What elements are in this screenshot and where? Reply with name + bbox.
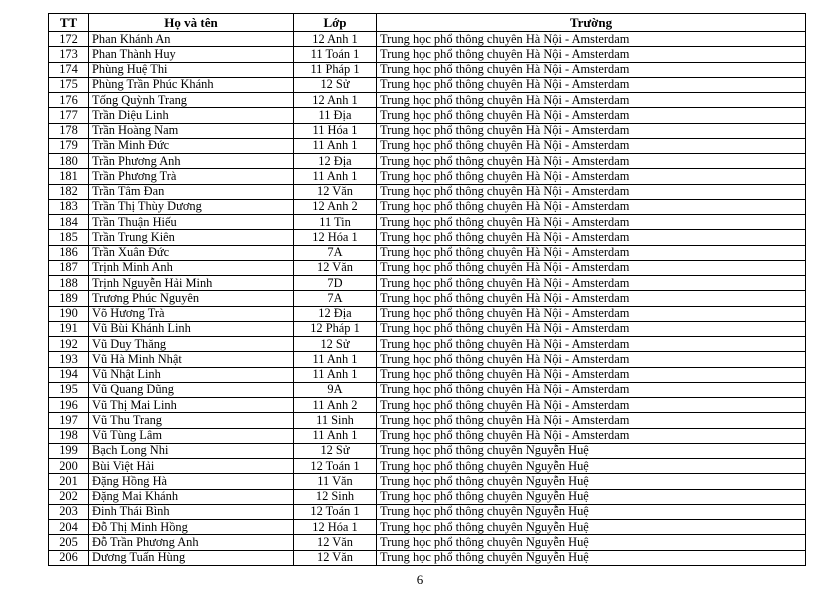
cell-tt: 201 xyxy=(49,474,89,489)
cell-school: Trung học phổ thông chuyên Hà Nội - Amsterdam xyxy=(377,413,806,428)
table-row xyxy=(49,93,806,108)
table-row xyxy=(49,474,806,489)
cell-name: Dương Tuấn Hùng xyxy=(89,550,294,565)
cell-name: Phan Khánh An xyxy=(89,32,294,47)
table-row xyxy=(49,154,806,169)
cell-class: 12 Địa xyxy=(294,154,377,169)
cell-tt: 182 xyxy=(49,184,89,199)
cell-class: 11 Anh 1 xyxy=(294,367,377,382)
cell-school: Trung học phổ thông chuyên Hà Nội - Amsterdam xyxy=(377,154,806,169)
table-body xyxy=(49,32,806,566)
table-row xyxy=(49,489,806,504)
cell-school: Trung học phổ thông chuyên Nguyễn Huệ xyxy=(377,535,806,550)
cell-tt: 196 xyxy=(49,398,89,413)
cell-class: 12 Toán 1 xyxy=(294,504,377,519)
table-row xyxy=(49,230,806,245)
cell-tt: 172 xyxy=(49,32,89,47)
cell-tt: 192 xyxy=(49,337,89,352)
cell-school: Trung học phổ thông chuyên Hà Nội - Amsterdam xyxy=(377,123,806,138)
table-row xyxy=(49,169,806,184)
cell-class: 12 Anh 2 xyxy=(294,199,377,214)
cell-school: Trung học phổ thông chuyên Hà Nội - Amsterdam xyxy=(377,230,806,245)
cell-class: 12 Sử xyxy=(294,337,377,352)
cell-tt: 191 xyxy=(49,321,89,336)
cell-tt: 195 xyxy=(49,382,89,397)
cell-tt: 174 xyxy=(49,62,89,77)
student-table xyxy=(48,13,806,566)
cell-class: 12 Toán 1 xyxy=(294,459,377,474)
cell-name: Trịnh Nguyễn Hải Minh xyxy=(89,276,294,291)
table-row xyxy=(49,306,806,321)
cell-name: Trần Thị Thùy Dương xyxy=(89,199,294,214)
table-row xyxy=(49,428,806,443)
cell-class: 12 Văn xyxy=(294,260,377,275)
table-row xyxy=(49,47,806,62)
cell-class: 12 Pháp 1 xyxy=(294,321,377,336)
cell-school: Trung học phổ thông chuyên Nguyễn Huệ xyxy=(377,443,806,458)
cell-school: Trung học phổ thông chuyên Hà Nội - Amsterdam xyxy=(377,352,806,367)
cell-school: Trung học phổ thông chuyên Hà Nội - Amsterdam xyxy=(377,276,806,291)
cell-school: Trung học phổ thông chuyên Hà Nội - Amsterdam xyxy=(377,428,806,443)
cell-tt: 186 xyxy=(49,245,89,260)
table-row xyxy=(49,550,806,565)
table-row xyxy=(49,123,806,138)
cell-name: Trần Xuân Đức xyxy=(89,245,294,260)
cell-name: Bạch Long Nhi xyxy=(89,443,294,458)
cell-tt: 178 xyxy=(49,123,89,138)
table-row xyxy=(49,138,806,153)
cell-class: 11 Anh 2 xyxy=(294,398,377,413)
cell-school: Trung học phổ thông chuyên Hà Nội - Amsterdam xyxy=(377,47,806,62)
cell-class: 11 Pháp 1 xyxy=(294,62,377,77)
cell-class: 12 Sử xyxy=(294,443,377,458)
cell-class: 11 Tin xyxy=(294,215,377,230)
cell-class: 7A xyxy=(294,245,377,260)
cell-school: Trung học phổ thông chuyên Hà Nội - Amsterdam xyxy=(377,138,806,153)
table-row xyxy=(49,413,806,428)
cell-class: 11 Anh 1 xyxy=(294,428,377,443)
cell-school: Trung học phổ thông chuyên Hà Nội - Amsterdam xyxy=(377,337,806,352)
table-row xyxy=(49,367,806,382)
cell-name: Phùng Huệ Thi xyxy=(89,62,294,77)
cell-school: Trung học phổ thông chuyên Hà Nội - Amsterdam xyxy=(377,108,806,123)
cell-tt: 202 xyxy=(49,489,89,504)
cell-school: Trung học phổ thông chuyên Hà Nội - Amsterdam xyxy=(377,62,806,77)
cell-name: Trần Thuận Hiếu xyxy=(89,215,294,230)
cell-name: Vũ Bùi Khánh Linh xyxy=(89,321,294,336)
cell-school: Trung học phổ thông chuyên Nguyễn Huệ xyxy=(377,489,806,504)
cell-tt: 194 xyxy=(49,367,89,382)
table-row xyxy=(49,276,806,291)
cell-class: 12 Hóa 1 xyxy=(294,230,377,245)
table-row xyxy=(49,504,806,519)
cell-school: Trung học phổ thông chuyên Hà Nội - Amsterdam xyxy=(377,260,806,275)
cell-class: 7D xyxy=(294,276,377,291)
cell-school: Trung học phổ thông chuyên Nguyễn Huệ xyxy=(377,550,806,565)
cell-school: Trung học phổ thông chuyên Hà Nội - Amsterdam xyxy=(377,184,806,199)
cell-name: Trần Phương Anh xyxy=(89,154,294,169)
cell-name: Trần Hoàng Nam xyxy=(89,123,294,138)
table-row xyxy=(49,260,806,275)
cell-tt: 206 xyxy=(49,550,89,565)
cell-school: Trung học phổ thông chuyên Hà Nội - Amsterdam xyxy=(377,382,806,397)
cell-name: Vũ Thu Trang xyxy=(89,413,294,428)
table-row xyxy=(49,32,806,47)
cell-name: Vũ Tùng Lâm xyxy=(89,428,294,443)
cell-tt: 193 xyxy=(49,352,89,367)
cell-tt: 181 xyxy=(49,169,89,184)
cell-class: 12 Anh 1 xyxy=(294,93,377,108)
cell-tt: 175 xyxy=(49,77,89,92)
cell-name: Đặng Hồng Hà xyxy=(89,474,294,489)
table-row xyxy=(49,199,806,214)
cell-name: Bùi Việt Hải xyxy=(89,459,294,474)
cell-class: 7A xyxy=(294,291,377,306)
cell-name: Vũ Thị Mai Linh xyxy=(89,398,294,413)
header-name: Họ và tên xyxy=(89,14,294,32)
table-row xyxy=(49,321,806,336)
cell-school: Trung học phổ thông chuyên Hà Nội - Amsterdam xyxy=(377,77,806,92)
cell-tt: 184 xyxy=(49,215,89,230)
cell-tt: 177 xyxy=(49,108,89,123)
cell-school: Trung học phổ thông chuyên Hà Nội - Amsterdam xyxy=(377,93,806,108)
cell-class: 12 Văn xyxy=(294,535,377,550)
cell-class: 12 Sinh xyxy=(294,489,377,504)
cell-school: Trung học phổ thông chuyên Nguyễn Huệ xyxy=(377,520,806,535)
cell-tt: 198 xyxy=(49,428,89,443)
cell-school: Trung học phổ thông chuyên Hà Nội - Amsterdam xyxy=(377,291,806,306)
cell-class: 11 Sinh xyxy=(294,413,377,428)
cell-name: Vũ Hà Minh Nhật xyxy=(89,352,294,367)
cell-tt: 203 xyxy=(49,504,89,519)
cell-tt: 189 xyxy=(49,291,89,306)
cell-tt: 199 xyxy=(49,443,89,458)
cell-tt: 179 xyxy=(49,138,89,153)
cell-name: Phan Thành Huy xyxy=(89,47,294,62)
cell-tt: 173 xyxy=(49,47,89,62)
cell-school: Trung học phổ thông chuyên Hà Nội - Amsterdam xyxy=(377,215,806,230)
cell-name: Võ Hương Trà xyxy=(89,306,294,321)
cell-tt: 190 xyxy=(49,306,89,321)
cell-school: Trung học phổ thông chuyên Hà Nội - Amsterdam xyxy=(377,306,806,321)
header-row xyxy=(49,14,806,32)
cell-class: 12 Anh 1 xyxy=(294,32,377,47)
cell-class: 11 Địa xyxy=(294,108,377,123)
cell-class: 11 Hóa 1 xyxy=(294,123,377,138)
cell-name: Trần Trung Kiên xyxy=(89,230,294,245)
table-row xyxy=(49,520,806,535)
header-school: Trường xyxy=(377,14,806,32)
cell-class: 12 Văn xyxy=(294,550,377,565)
cell-name: Trịnh Minh Anh xyxy=(89,260,294,275)
table-row xyxy=(49,352,806,367)
cell-school: Trung học phổ thông chuyên Hà Nội - Amsterdam xyxy=(377,169,806,184)
cell-school: Trung học phổ thông chuyên Hà Nội - Amsterdam xyxy=(377,199,806,214)
cell-name: Phùng Trần Phúc Khánh xyxy=(89,77,294,92)
cell-school: Trung học phổ thông chuyên Nguyễn Huệ xyxy=(377,504,806,519)
cell-name: Đỗ Thị Minh Hồng xyxy=(89,520,294,535)
cell-name: Tống Quỳnh Trang xyxy=(89,93,294,108)
cell-name: Trương Phúc Nguyên xyxy=(89,291,294,306)
cell-school: Trung học phổ thông chuyên Nguyễn Huệ xyxy=(377,459,806,474)
cell-school: Trung học phổ thông chuyên Hà Nội - Amsterdam xyxy=(377,245,806,260)
cell-tt: 204 xyxy=(49,520,89,535)
cell-tt: 188 xyxy=(49,276,89,291)
cell-tt: 197 xyxy=(49,413,89,428)
table-row xyxy=(49,245,806,260)
page-number: 6 xyxy=(416,572,424,587)
cell-name: Trần Minh Đức xyxy=(89,138,294,153)
cell-class: 11 Anh 1 xyxy=(294,352,377,367)
cell-name: Vũ Quang Dũng xyxy=(89,382,294,397)
cell-tt: 205 xyxy=(49,535,89,550)
table-row xyxy=(49,443,806,458)
header-tt: TT xyxy=(49,14,89,32)
cell-name: Đỗ Trần Phương Anh xyxy=(89,535,294,550)
table-row xyxy=(49,77,806,92)
header-class: Lớp xyxy=(294,14,377,32)
table-row xyxy=(49,337,806,352)
table-header xyxy=(49,14,806,32)
cell-class: 12 Sử xyxy=(294,77,377,92)
cell-name: Vũ Nhật Linh xyxy=(89,367,294,382)
cell-name: Đinh Thái Bình xyxy=(89,504,294,519)
table-row xyxy=(49,291,806,306)
cell-name: Trần Diệu Linh xyxy=(89,108,294,123)
cell-name: Trần Phương Trà xyxy=(89,169,294,184)
cell-school: Trung học phổ thông chuyên Nguyễn Huệ xyxy=(377,474,806,489)
table-row xyxy=(49,535,806,550)
table-row xyxy=(49,459,806,474)
table-row xyxy=(49,398,806,413)
cell-tt: 200 xyxy=(49,459,89,474)
cell-school: Trung học phổ thông chuyên Hà Nội - Amsterdam xyxy=(377,32,806,47)
table-row xyxy=(49,184,806,199)
cell-tt: 183 xyxy=(49,199,89,214)
cell-class: 11 Anh 1 xyxy=(294,138,377,153)
cell-school: Trung học phổ thông chuyên Hà Nội - Amsterdam xyxy=(377,367,806,382)
cell-class: 11 Anh 1 xyxy=(294,169,377,184)
cell-tt: 176 xyxy=(49,93,89,108)
cell-name: Đặng Mai Khánh xyxy=(89,489,294,504)
cell-class: 11 Văn xyxy=(294,474,377,489)
cell-name: Trần Tâm Đan xyxy=(89,184,294,199)
cell-name: Vũ Duy Thăng xyxy=(89,337,294,352)
cell-school: Trung học phổ thông chuyên Hà Nội - Amsterdam xyxy=(377,321,806,336)
cell-class: 12 Địa xyxy=(294,306,377,321)
cell-class: 12 Hóa 1 xyxy=(294,520,377,535)
table-row xyxy=(49,62,806,77)
cell-school: Trung học phổ thông chuyên Hà Nội - Amsterdam xyxy=(377,398,806,413)
cell-class: 9A xyxy=(294,382,377,397)
table-row xyxy=(49,108,806,123)
cell-tt: 187 xyxy=(49,260,89,275)
cell-tt: 180 xyxy=(49,154,89,169)
cell-class: 12 Văn xyxy=(294,184,377,199)
table-row xyxy=(49,382,806,397)
cell-tt: 185 xyxy=(49,230,89,245)
cell-class: 11 Toán 1 xyxy=(294,47,377,62)
table-row xyxy=(49,215,806,230)
